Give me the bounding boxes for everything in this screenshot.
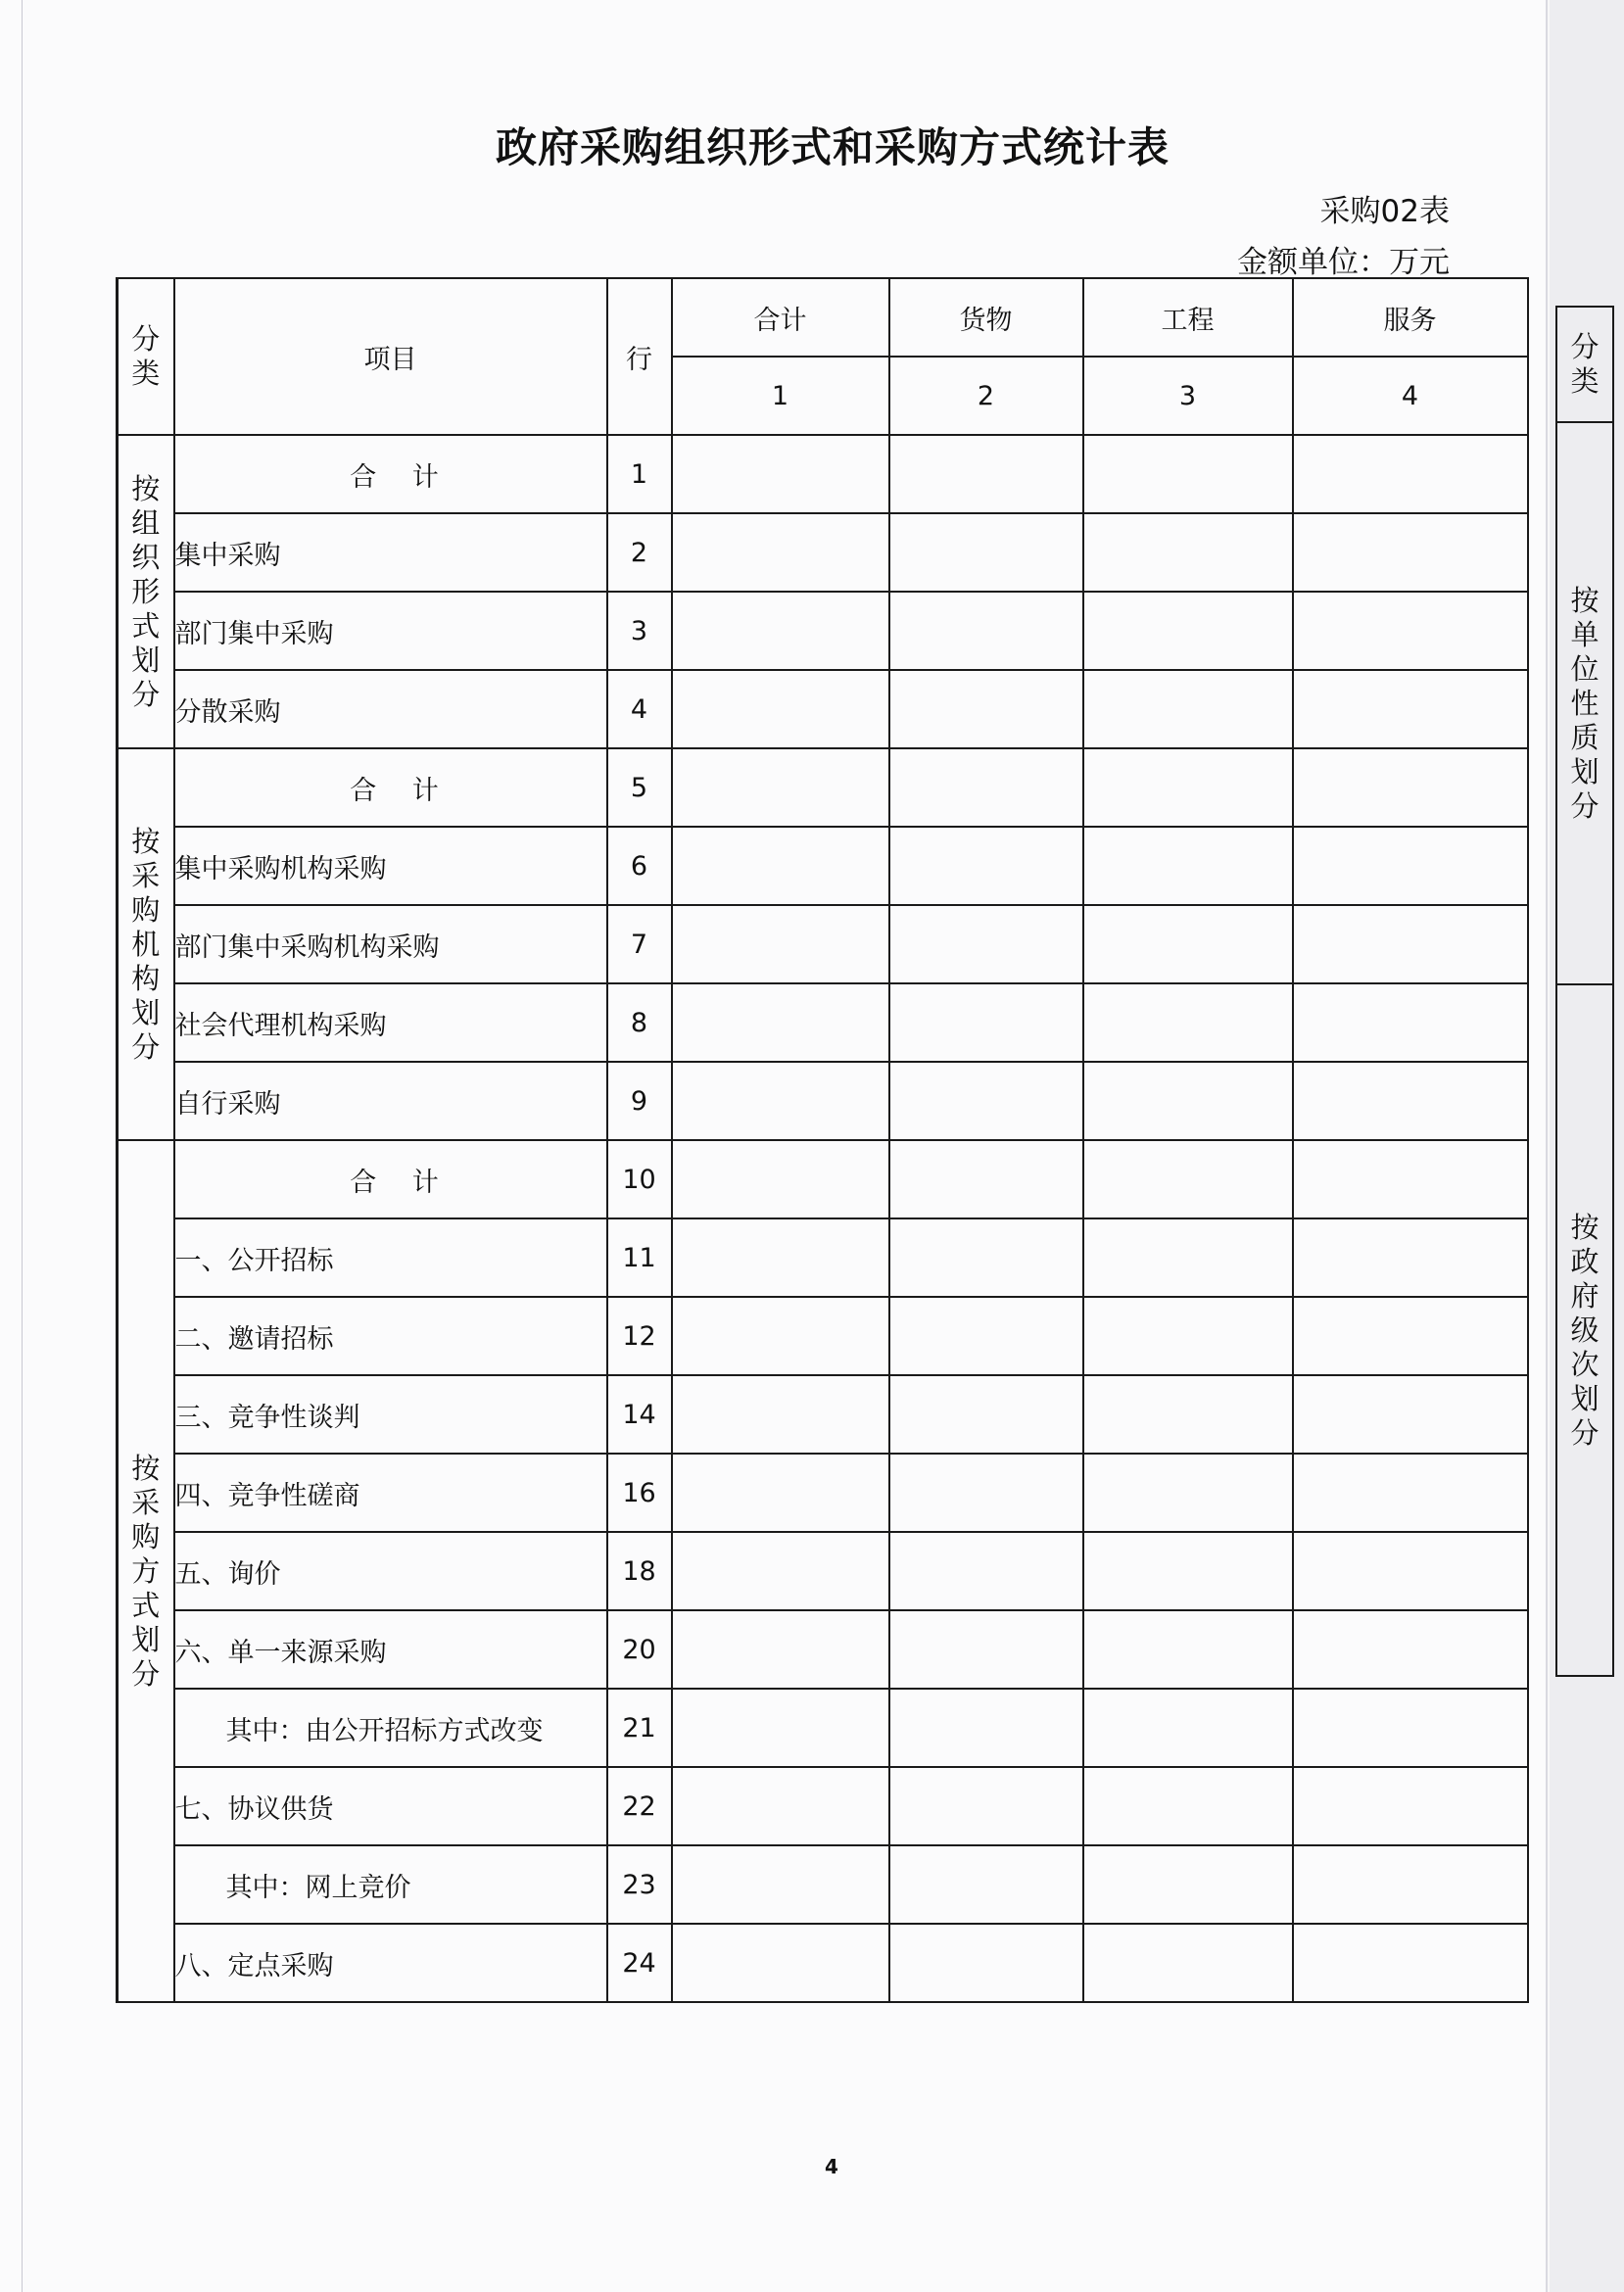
cell-services[interactable] — [1293, 592, 1528, 670]
cell-goods[interactable] — [889, 983, 1083, 1062]
cell-works[interactable] — [1083, 1845, 1293, 1924]
cell-goods[interactable] — [889, 905, 1083, 983]
cell-total[interactable] — [672, 1375, 889, 1454]
cell-works[interactable] — [1083, 983, 1293, 1062]
row-item: 三、竞争性谈判 — [174, 1375, 607, 1454]
col-header-services: 服务 — [1293, 278, 1528, 357]
cell-works[interactable] — [1083, 1924, 1293, 2002]
cell-total[interactable] — [672, 748, 889, 827]
cell-services[interactable] — [1293, 1297, 1528, 1375]
next-page-category-government-level: 按政府级次划分 — [1556, 984, 1613, 1676]
cell-goods[interactable] — [889, 1845, 1083, 1924]
cell-works[interactable] — [1083, 1140, 1293, 1218]
category-procurement-agency: 按采购机构划分 — [118, 748, 174, 1140]
row-item: 七、协议供货 — [174, 1767, 607, 1845]
cell-total[interactable] — [672, 1297, 889, 1375]
cell-goods[interactable] — [889, 827, 1083, 905]
table-row — [118, 670, 1528, 748]
table-row — [118, 748, 1528, 827]
next-page-category-header: 分类 — [1556, 307, 1613, 422]
row-line: 16 — [607, 1454, 672, 1532]
cell-works[interactable] — [1083, 905, 1293, 983]
cell-works[interactable] — [1083, 748, 1293, 827]
cell-services[interactable] — [1293, 983, 1528, 1062]
row-line: 24 — [607, 1924, 672, 2002]
cell-total[interactable] — [672, 983, 889, 1062]
category-procurement-method: 按采购方式划分 — [118, 1140, 174, 2002]
table-row — [118, 983, 1528, 1062]
item-header: 项目 — [174, 278, 607, 435]
cell-goods[interactable] — [889, 1454, 1083, 1532]
cell-services[interactable] — [1293, 1610, 1528, 1689]
cell-works[interactable] — [1083, 827, 1293, 905]
cell-goods[interactable] — [889, 1375, 1083, 1454]
row-item: 四、竞争性磋商 — [174, 1454, 607, 1532]
cell-services[interactable] — [1293, 1689, 1528, 1767]
cell-total[interactable] — [672, 435, 889, 513]
row-line: 8 — [607, 983, 672, 1062]
col-number-2: 2 — [889, 357, 1083, 435]
cell-total[interactable] — [672, 1218, 889, 1297]
table-row — [118, 1375, 1528, 1454]
row-item: 部门集中采购机构采购 — [174, 905, 607, 983]
row-line: 9 — [607, 1062, 672, 1140]
row-item: 部门集中采购 — [174, 592, 607, 670]
cell-works[interactable] — [1083, 592, 1293, 670]
row-line: 11 — [607, 1218, 672, 1297]
row-line: 14 — [607, 1375, 672, 1454]
row-item: 六、单一来源采购 — [174, 1610, 607, 1689]
row-item: 其中：由公开招标方式改变 — [174, 1689, 607, 1767]
cell-works[interactable] — [1083, 435, 1293, 513]
cell-services[interactable] — [1293, 748, 1528, 827]
cell-total[interactable] — [672, 1062, 889, 1140]
row-line: 22 — [607, 1767, 672, 1845]
cell-goods[interactable] — [889, 670, 1083, 748]
table-row — [118, 435, 1528, 513]
cell-services[interactable] — [1293, 1454, 1528, 1532]
row-item: 五、询价 — [174, 1532, 607, 1610]
cell-total[interactable] — [672, 1924, 889, 2002]
col-number-4: 4 — [1293, 357, 1528, 435]
cell-services[interactable] — [1293, 1062, 1528, 1140]
cell-total[interactable] — [672, 1767, 889, 1845]
col-number-1: 1 — [672, 357, 889, 435]
cell-works[interactable] — [1083, 1767, 1293, 1845]
cell-works[interactable] — [1083, 1375, 1293, 1454]
binding-margin-line — [22, 0, 23, 2292]
cell-total[interactable] — [672, 1454, 889, 1532]
row-line: 7 — [607, 905, 672, 983]
cell-works[interactable] — [1083, 1454, 1293, 1532]
next-page-category-unit-nature: 按单位性质划分 — [1556, 422, 1613, 984]
col-header-works: 工程 — [1083, 278, 1293, 357]
table-row — [118, 1532, 1528, 1610]
table-row — [118, 905, 1528, 983]
col-header-total: 合计 — [672, 278, 889, 357]
category-header: 分类 — [118, 278, 174, 435]
table-row — [118, 1218, 1528, 1297]
cell-works[interactable] — [1083, 1532, 1293, 1610]
row-item: 二、邀请招标 — [174, 1297, 607, 1375]
cell-works[interactable] — [1083, 1610, 1293, 1689]
amount-unit: 金额单位：万元 — [1237, 245, 1450, 280]
form-number: 采购02表 — [1319, 194, 1450, 229]
cell-goods[interactable] — [889, 1218, 1083, 1297]
cell-services[interactable] — [1293, 827, 1528, 905]
row-line: 6 — [607, 827, 672, 905]
cell-works[interactable] — [1083, 1062, 1293, 1140]
table-row — [118, 592, 1528, 670]
cell-services[interactable] — [1293, 1767, 1528, 1845]
cell-services[interactable] — [1293, 1375, 1528, 1454]
row-item: 合 计 — [174, 435, 607, 513]
row-line: 4 — [607, 670, 672, 748]
cell-goods[interactable] — [889, 435, 1083, 513]
cell-total[interactable] — [672, 592, 889, 670]
table-row — [118, 1924, 1528, 2002]
table-row — [118, 1062, 1528, 1140]
table-row — [118, 1845, 1528, 1924]
cell-works[interactable] — [1083, 1689, 1293, 1767]
row-line: 21 — [607, 1689, 672, 1767]
cell-works[interactable] — [1083, 513, 1293, 592]
cell-services[interactable] — [1293, 905, 1528, 983]
cell-services[interactable] — [1293, 1140, 1528, 1218]
cell-services[interactable] — [1293, 1924, 1528, 2002]
cell-goods[interactable] — [889, 1924, 1083, 2002]
table-row — [118, 1689, 1528, 1767]
table-row — [118, 513, 1528, 592]
table-row — [118, 1454, 1528, 1532]
cell-goods[interactable] — [889, 1767, 1083, 1845]
cell-works[interactable] — [1083, 1297, 1293, 1375]
page-number: 4 — [825, 2155, 838, 2178]
category-organization-form: 按组织形式划分 — [118, 435, 174, 748]
next-page-table-fragment — [1555, 306, 1614, 1677]
cell-services[interactable] — [1293, 513, 1528, 592]
table-row — [118, 1610, 1528, 1689]
header-row — [118, 278, 1528, 357]
cell-services[interactable] — [1293, 435, 1528, 513]
cell-total[interactable] — [672, 1610, 889, 1689]
cell-goods[interactable] — [889, 1689, 1083, 1767]
cell-total[interactable] — [672, 905, 889, 983]
row-item: 其中：网上竞价 — [174, 1845, 607, 1924]
cell-total[interactable] — [672, 1689, 889, 1767]
cell-works[interactable] — [1083, 670, 1293, 748]
table-row — [118, 1140, 1528, 1218]
row-line: 18 — [607, 1532, 672, 1610]
col-header-goods: 货物 — [889, 278, 1083, 357]
cell-goods[interactable] — [889, 748, 1083, 827]
row-line: 23 — [607, 1845, 672, 1924]
table-row — [118, 827, 1528, 905]
row-item: 集中采购机构采购 — [174, 827, 607, 905]
cell-services[interactable] — [1293, 670, 1528, 748]
cell-total[interactable] — [672, 513, 889, 592]
cell-total[interactable] — [672, 670, 889, 748]
cell-total[interactable] — [672, 1845, 889, 1924]
row-line: 2 — [607, 513, 672, 592]
line-header: 行 — [607, 278, 672, 435]
cell-total[interactable] — [672, 1140, 889, 1218]
cell-total[interactable] — [672, 827, 889, 905]
cell-goods[interactable] — [889, 1297, 1083, 1375]
row-line: 1 — [607, 435, 672, 513]
table-row — [118, 1767, 1528, 1845]
row-item: 合 计 — [174, 1140, 607, 1218]
cell-services[interactable] — [1293, 1532, 1528, 1610]
cell-goods[interactable] — [889, 1062, 1083, 1140]
cell-goods[interactable] — [889, 592, 1083, 670]
document-title: 政府采购组织形式和采购方式统计表 — [495, 123, 1170, 171]
row-item: 合 计 — [174, 748, 607, 827]
row-item: 一、公开招标 — [174, 1218, 607, 1297]
row-item: 自行采购 — [174, 1062, 607, 1140]
row-item: 分散采购 — [174, 670, 607, 748]
cell-services[interactable] — [1293, 1218, 1528, 1297]
row-line: 3 — [607, 592, 672, 670]
cell-goods[interactable] — [889, 1532, 1083, 1610]
col-number-3: 3 — [1083, 357, 1293, 435]
cell-goods[interactable] — [889, 1610, 1083, 1689]
cell-total[interactable] — [672, 1532, 889, 1610]
row-item: 社会代理机构采购 — [174, 983, 607, 1062]
row-item: 集中采购 — [174, 513, 607, 592]
cell-works[interactable] — [1083, 1218, 1293, 1297]
cell-goods[interactable] — [889, 513, 1083, 592]
row-line: 20 — [607, 1610, 672, 1689]
row-line: 12 — [607, 1297, 672, 1375]
row-item: 八、定点采购 — [174, 1924, 607, 2002]
cell-services[interactable] — [1293, 1845, 1528, 1924]
statistics-table — [116, 277, 1529, 2003]
row-line: 10 — [607, 1140, 672, 1218]
table-row — [118, 1297, 1528, 1375]
row-line: 5 — [607, 748, 672, 827]
cell-goods[interactable] — [889, 1140, 1083, 1218]
